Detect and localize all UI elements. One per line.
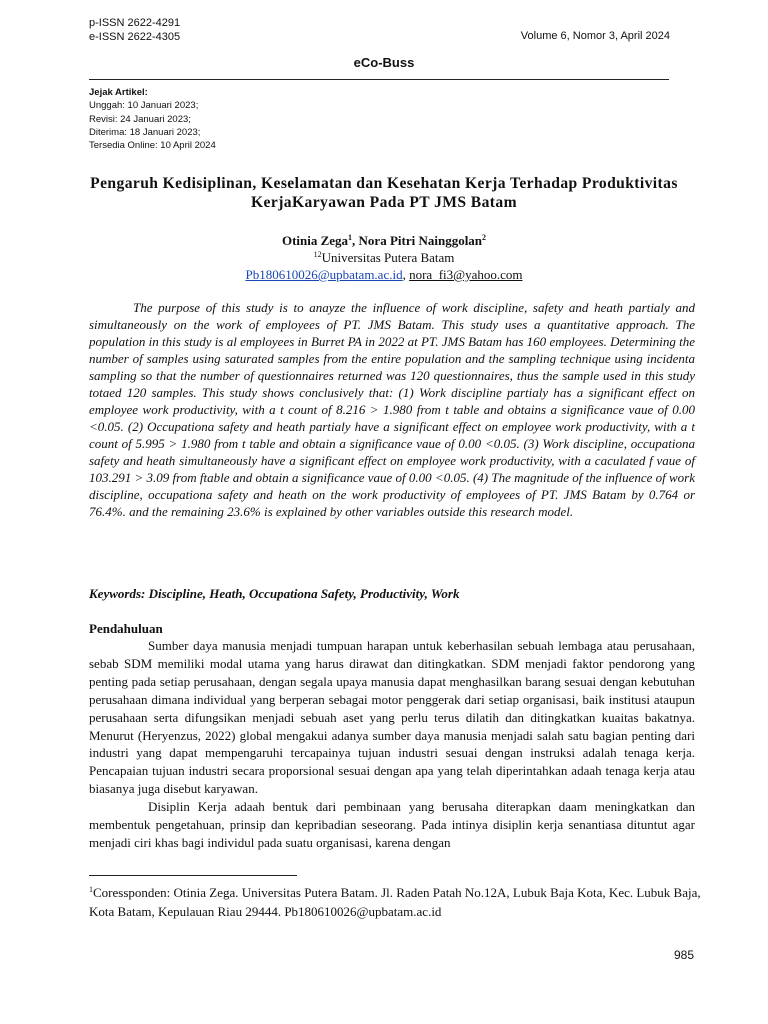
- footnote-divider: [89, 875, 297, 876]
- article-history: [89, 86, 216, 152]
- history-accepted: Diterima: 18 Januari 2023;: [89, 126, 201, 138]
- section-heading: Pendahuluan: [89, 621, 163, 636]
- volume-info: Volume 6, Nomor 3, April 2024: [520, 30, 670, 42]
- author-line: [0, 233, 768, 249]
- email-link-1[interactable]: Pb180610026@upbatam.ac.id: [245, 267, 403, 282]
- issn-block: [89, 16, 180, 44]
- keywords: Keywords: Discipline, Heath, Occupationa Safety, Productivity, Work: [89, 586, 460, 601]
- abstract: The purpose of this study is to anayze the influence of work discipline, safety and heath partialy and simultaneously on the work of employees of PT. JMS Batam. This study uses a quantitative approach. The population in this study is al employees in Burret PA in 2022 at PT. JMS Batam has 160 employees. Determining the number of samples using saturated samples from the entire population and the sampling technique using incidenta sampling so that the number of questionnaires returned was 120 questionnaires, thus the sample used in this study totaed 120 samples. This study shows conclusively that: (1) Work discipline partialy has a significant effect on employee work productivity, with a t count of 8.216 > 1.980 from t table and obtains a significance vaue of 0.00 <0.05. (2) Occupationa safety and heath partialy have a significant effect on employee work productivity, with a t count of 5.995 > 1.980 from t table and obtain a significance vaue of 0.00 <0.05. (3) Work discipline, occupationa safety and heath simultaneously have a significant effect on employee work productivity, with a caculated f vaue of 103.291 > 3.09 from ftable and obtain a significance vaue of 0.00 <0.05. (4) The magnitude of the influence of work discipline, occupationa safety and heath on the work productivity of employees of PT. JMS Batam by 0.764 or 76.4%. and the remaining 23.6% is explained by other variables outside this research model.: [89, 300, 695, 519]
- author-separator: ,: [352, 233, 359, 248]
- footnote-marker: 1: [89, 885, 93, 894]
- page-number: 985: [673, 948, 694, 962]
- history-heading: Jejak Artikel:: [89, 87, 148, 98]
- author-2: Nora Pitri Nainggolan: [358, 233, 483, 248]
- p-issn: p-ISSN 2622-4291: [89, 17, 181, 29]
- affiliation-line: [0, 250, 768, 266]
- affiliation-marker: 12: [313, 250, 322, 259]
- body-text: [89, 637, 695, 852]
- email-separator: ,: [402, 267, 410, 282]
- author-1-marker: 1: [348, 233, 353, 242]
- journal-name: eCo-Buss: [353, 55, 415, 70]
- footnote-text: Coressponden: Otinia Zega. Universitas Putera Batam. Jl. Raden Patah No.12A, Lubuk Baja Kota, Kec. Lubuk Baja, Kota Batam, Kepulauan Riau 29444. Pb180610026@upbatam.ac.id: [89, 885, 701, 919]
- affiliation: Universitas Putera Batam: [321, 250, 455, 265]
- email-link-2[interactable]: nora_fi3@yahoo.com: [409, 267, 523, 282]
- paragraph: Disiplin Kerja adaah bentuk dari pembinaan yang berusaha diterapkan daam meningkatkan dan membentuk pengetahuan, prinsip dan kepribadian seseorang. Pada intinya disiplin kerja senantiasa dituntut agar menjadi ciri khas bagi individul pada suatu organisasi, karena dengan: [89, 799, 695, 850]
- email-line: [0, 267, 768, 283]
- header-divider: [89, 79, 669, 80]
- author-1: Otinia Zega: [281, 233, 349, 248]
- paper-title: Pengaruh Kedisiplinan, Keselamatan dan Kesehatan Kerja Terhadap Produktivitas KerjaKaryawan Pada PT JMS Batam: [90, 175, 678, 211]
- history-online: Tersedia Online: 10 April 2024: [89, 140, 216, 152]
- author-2-marker: 2: [482, 233, 487, 242]
- e-issn: e-ISSN 2622-4305: [89, 31, 181, 43]
- paragraph: Sumber daya manusia menjadi tumpuan harapan untuk keberhasilan sebuah lembaga atau perusahaan, sebab SDM memiliki modal utama yang harus dirawat dan ditingkatkan. SDM menjadi faktor pendorong yang penting pada setiap perusahaan, dengan segala upaya manusia dapat menghasilkan barang sesuai dengan kebutuhan perusahaan dimana individual yang berperan sebagai motor penggerak dari setiap organisasi, baik institusi ataupun perusahaan serta difungsikan menjadi sebuah aset yang perlu terus dilatih dan ditingkatkan kuaitas bakatnya. Menurut (Heryenzus, 2022) global mengakui adanya sumber daya manusia menjadi salah satu bagian penting dari industri yang dapat mempengaruhi tercapainya tujuan industri sesuai dengan instruksi adalah tenaga kerja. Pencapaian tujuan industri secara proporsional sesuai dengan apa yang telah diperintahkan adaah tenaga kerja atau biasanya juga disebut karyawan.: [89, 638, 695, 797]
- footnote: [89, 883, 701, 921]
- history-revised: Revisi: 24 Januari 2023;: [89, 113, 191, 125]
- history-uploaded: Unggah: 10 Januari 2023;: [89, 100, 199, 112]
